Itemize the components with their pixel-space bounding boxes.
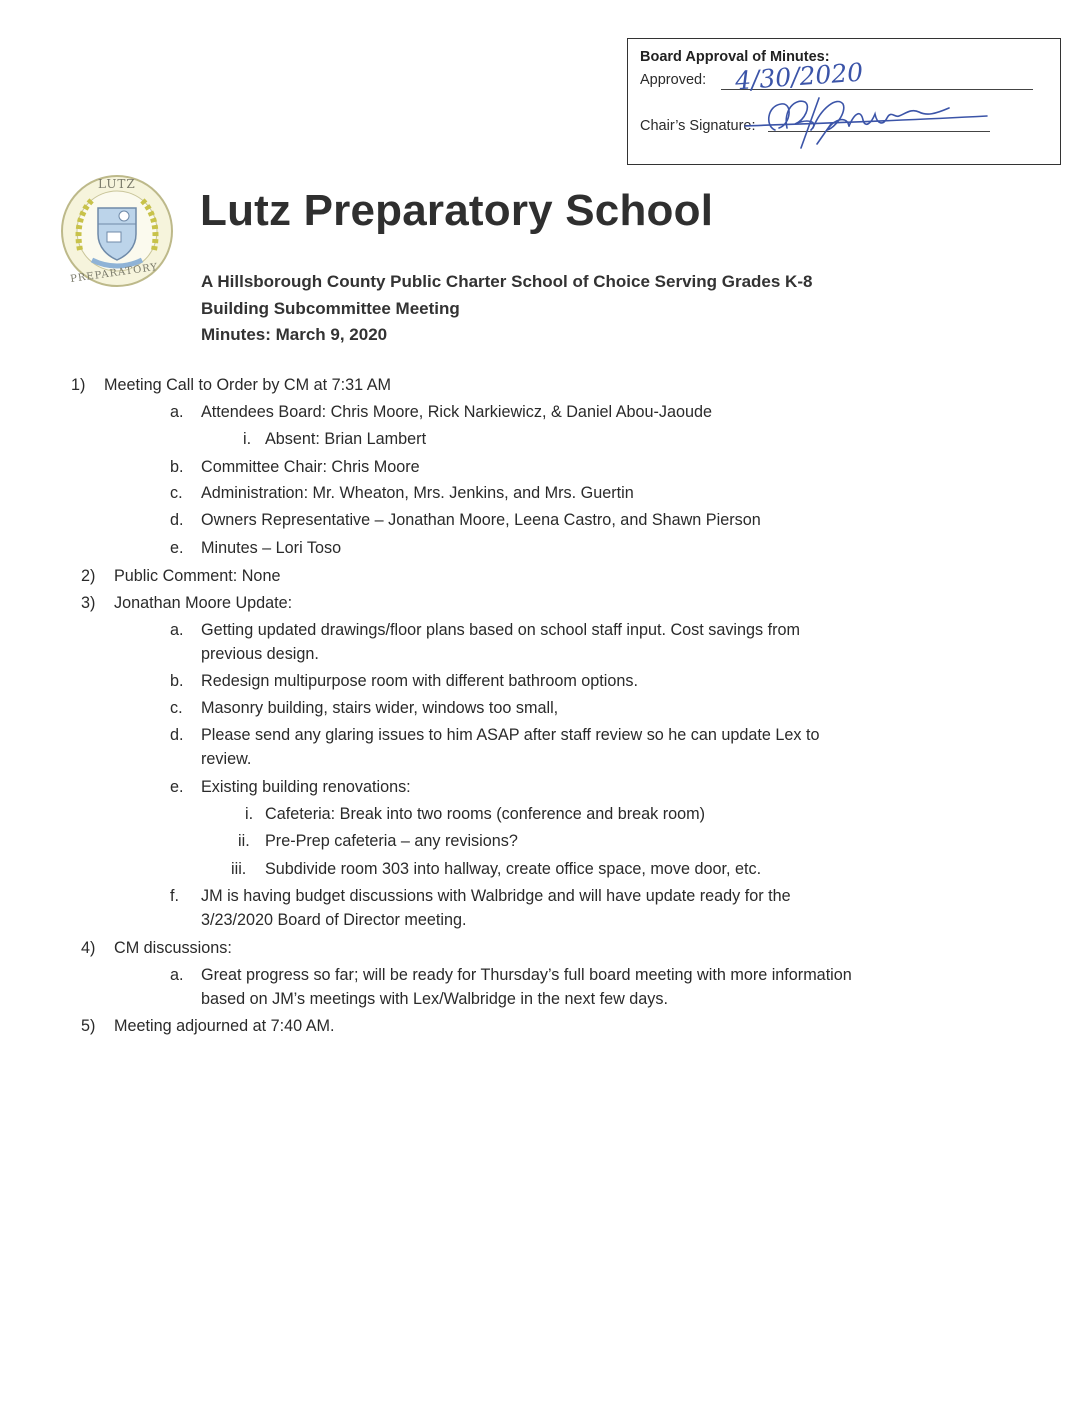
chair-signature-image (735, 88, 995, 150)
item-number: 3) (81, 594, 96, 612)
item-number: 5) (81, 1017, 96, 1035)
item-text: Meeting Call to Order by CM at 7:31 AM (104, 376, 391, 394)
subitem-text: Great progress so far; will be ready for Thursday’s full board meeting with more information (201, 966, 852, 984)
subitem-text: Minutes – Lori Toso (201, 539, 342, 557)
subsubitem-marker: iii. (231, 860, 247, 878)
subitem-text: Getting updated drawings/floor plans based on school staff input. Cost savings from (201, 621, 800, 639)
logo-text-top: LUTZ (98, 177, 136, 191)
school-name-title: Lutz Preparatory School (200, 186, 714, 235)
subitem-text: Committee Chair: Chris Moore (201, 458, 420, 476)
item-text: Public Comment: None (114, 567, 281, 585)
subitem-text-continued: based on JM’s meetings with Lex/Walbridge in the next few days. (201, 990, 668, 1008)
subsubitem-marker: i. (243, 430, 252, 448)
subsubitem-text: Cafeteria: Break into two rooms (conference and break room) (265, 805, 705, 823)
subitem-marker: a. (170, 966, 184, 984)
subitem-marker: e. (170, 778, 184, 796)
subsubitem-text: Subdivide room 303 into hallway, create office space, move door, etc. (265, 860, 762, 878)
subitem-text: Owners Representative – Jonathan Moore, Leena Castro, and Shawn Pierson (201, 511, 761, 529)
subitem-marker: b. (170, 672, 184, 690)
subitem-text: Attendees Board: Chris Moore, Rick Narkiewicz, & Daniel Abou-Jaoude (201, 403, 713, 421)
subitem-marker: b. (170, 458, 184, 476)
approval-title: Board Approval of Minutes: (640, 49, 830, 65)
subitem-marker: a. (170, 621, 184, 639)
subitem-marker: a. (170, 403, 184, 421)
subitem-marker: c. (170, 699, 183, 717)
subsubitem-text: Absent: Brian Lambert (265, 430, 427, 448)
subitem-text-continued: 3/23/2020 Board of Director meeting. (201, 911, 467, 929)
logo-text-bottom: PREPARATORY (69, 261, 159, 286)
subitem-marker: e. (170, 539, 184, 557)
subitem-marker: d. (170, 726, 184, 744)
subitem-text: JM is having budget discussions with Walbridge and will have update ready for the (201, 887, 791, 905)
school-subtitle: A Hillsborough County Public Charter School of Choice Serving Grades K-8 (201, 272, 813, 291)
item-number: 4) (81, 939, 96, 957)
item-text: Jonathan Moore Update: (114, 594, 293, 612)
minutes-date: Minutes: March 9, 2020 (201, 325, 388, 344)
item-number: 2) (81, 567, 96, 585)
subitem-text-continued: review. (201, 750, 252, 768)
approved-date-handwritten: 4/30/2020 (734, 57, 865, 96)
subitem-marker: d. (170, 511, 184, 529)
subitem-text-continued: previous design. (201, 645, 319, 663)
subitem-marker: f. (170, 887, 179, 905)
subitem-text: Administration: Mr. Wheaton, Mrs. Jenkins, and Mrs. Guertin (201, 484, 634, 502)
subitem-text: Redesign multipurpose room with different bathroom options. (201, 672, 638, 690)
signature-label: Chair’s Signature: (640, 118, 756, 134)
meeting-name: Building Subcommittee Meeting (201, 299, 460, 318)
subsubitem-marker: i. (245, 805, 254, 823)
subitem-text: Masonry building, stairs wider, windows too small, (201, 699, 559, 717)
subitem-marker: c. (170, 484, 183, 502)
item-number: 1) (71, 376, 86, 394)
subsubitem-marker: ii. (238, 832, 250, 850)
approved-label: Approved: (640, 72, 707, 88)
subitem-text: Please send any glaring issues to him ASAP after staff review so he can update Lex to (201, 726, 820, 744)
item-text: CM discussions: (114, 939, 232, 957)
subsubitem-text: Pre-Prep cafeteria – any revisions? (265, 832, 518, 850)
item-text: Meeting adjourned at 7:40 AM. (114, 1017, 335, 1035)
subitem-text: Existing building renovations: (201, 778, 411, 796)
